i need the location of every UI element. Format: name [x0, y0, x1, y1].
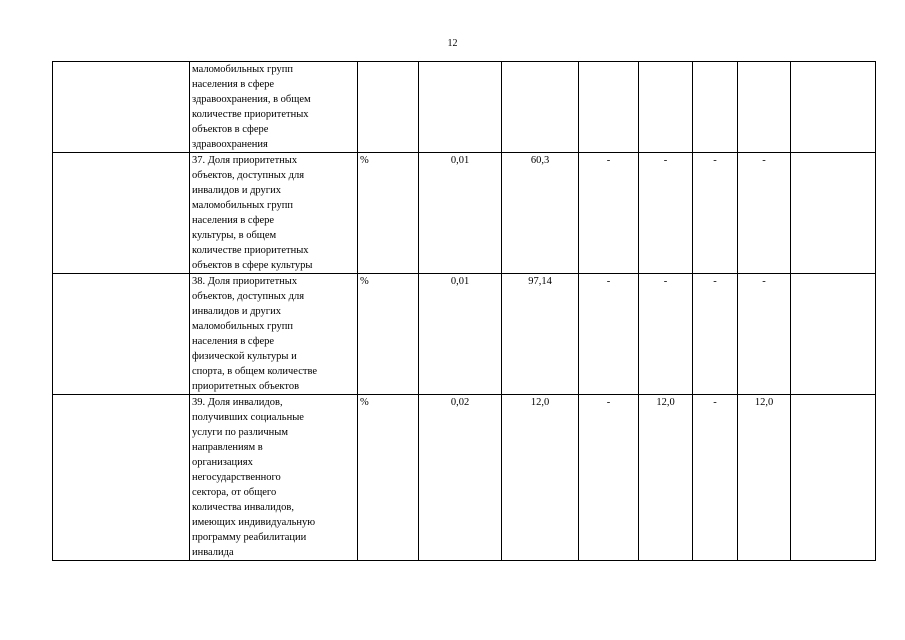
description-line: направлениям в	[192, 442, 263, 453]
description-line: объектов в сфере	[192, 124, 269, 135]
value-cell-v7	[791, 153, 876, 274]
table-row	[53, 62, 876, 153]
description-line: негосударственного	[192, 472, 281, 483]
description-line: сектора, от общего	[192, 487, 277, 498]
description-line: культуры, в общем	[192, 230, 277, 241]
description-line: организациях	[192, 457, 253, 468]
description-line: количестве приоритетных	[192, 245, 309, 256]
value-cell-v3: -	[579, 395, 639, 561]
description-line: приоритетных объектов	[192, 381, 300, 392]
value-cell-v7	[791, 395, 876, 561]
value-cell-v7	[791, 62, 876, 153]
value-cell-v5	[693, 62, 738, 153]
description-line: имеющих индивидуальную	[192, 517, 316, 528]
description-line: количества инвалидов,	[192, 502, 294, 513]
table-row	[53, 395, 876, 561]
value-cell-v4: 12,0	[639, 395, 693, 561]
empty-cell	[53, 395, 190, 561]
empty-cell	[53, 274, 190, 395]
description-line: здравоохранения	[192, 139, 268, 150]
empty-cell	[53, 153, 190, 274]
unit-cell: %	[358, 274, 419, 395]
description-line: маломобильных групп	[192, 321, 293, 332]
indicator-description	[190, 62, 358, 153]
indicator-description	[190, 153, 358, 274]
description-line: инвалидов и других	[192, 306, 281, 317]
description-line: услуги по различным	[192, 427, 288, 438]
value-cell-v7	[791, 274, 876, 395]
unit-cell	[358, 62, 419, 153]
value-cell-v1: 0,02	[419, 395, 502, 561]
indicator-description	[190, 274, 358, 395]
description-line: физической культуры и	[192, 351, 297, 362]
page-number: 12	[447, 38, 458, 49]
value-cell-v4: -	[639, 153, 693, 274]
value-cell-v3: -	[579, 153, 639, 274]
description-line: программу реабилитации	[192, 532, 307, 543]
description-line: объектов, доступных для	[192, 291, 305, 302]
value-cell-v5: -	[693, 153, 738, 274]
description-line: населения в сфере	[192, 336, 275, 347]
description-line: объектов в сфере культуры	[192, 260, 313, 271]
value-cell-v1: 0,01	[419, 274, 502, 395]
value-cell-v3: -	[579, 274, 639, 395]
value-cell-v1	[419, 62, 502, 153]
unit-cell: %	[358, 395, 419, 561]
value-cell-v5: -	[693, 395, 738, 561]
value-cell-v6: 12,0	[738, 395, 791, 561]
description-line: инвалидов и других	[192, 185, 281, 196]
unit-cell: %	[358, 153, 419, 274]
value-cell-v2	[502, 62, 579, 153]
value-cell-v4	[639, 62, 693, 153]
description-line: 37. Доля приоритетных	[192, 155, 298, 166]
description-line: получивших социальные	[192, 412, 304, 423]
description-line: маломобильных групп	[192, 200, 293, 211]
description-line: 38. Доля приоритетных	[192, 276, 298, 287]
description-line: маломобильных групп	[192, 64, 293, 75]
description-line: 39. Доля инвалидов,	[192, 397, 283, 408]
description-line: объектов, доступных для	[192, 170, 305, 181]
value-cell-v3	[579, 62, 639, 153]
value-cell-v1: 0,01	[419, 153, 502, 274]
table-row	[53, 274, 876, 395]
description-line: спорта, в общем количестве	[192, 366, 318, 377]
value-cell-v2: 12,0	[502, 395, 579, 561]
indicator-description	[190, 395, 358, 561]
value-cell-v6: -	[738, 274, 791, 395]
value-cell-v5: -	[693, 274, 738, 395]
description-line: здравоохранения, в общем	[192, 94, 311, 105]
description-line: населения в сфере	[192, 79, 275, 90]
description-line: количестве приоритетных	[192, 109, 309, 120]
table-body	[53, 62, 876, 561]
value-cell-v2: 97,14	[502, 274, 579, 395]
value-cell-v6: -	[738, 153, 791, 274]
indicators-table	[52, 61, 876, 561]
description-line: инвалида	[192, 547, 234, 558]
empty-cell	[53, 62, 190, 153]
description-line: населения в сфере	[192, 215, 275, 226]
table-row	[53, 153, 876, 274]
value-cell-v2: 60,3	[502, 153, 579, 274]
value-cell-v6	[738, 62, 791, 153]
value-cell-v4: -	[639, 274, 693, 395]
